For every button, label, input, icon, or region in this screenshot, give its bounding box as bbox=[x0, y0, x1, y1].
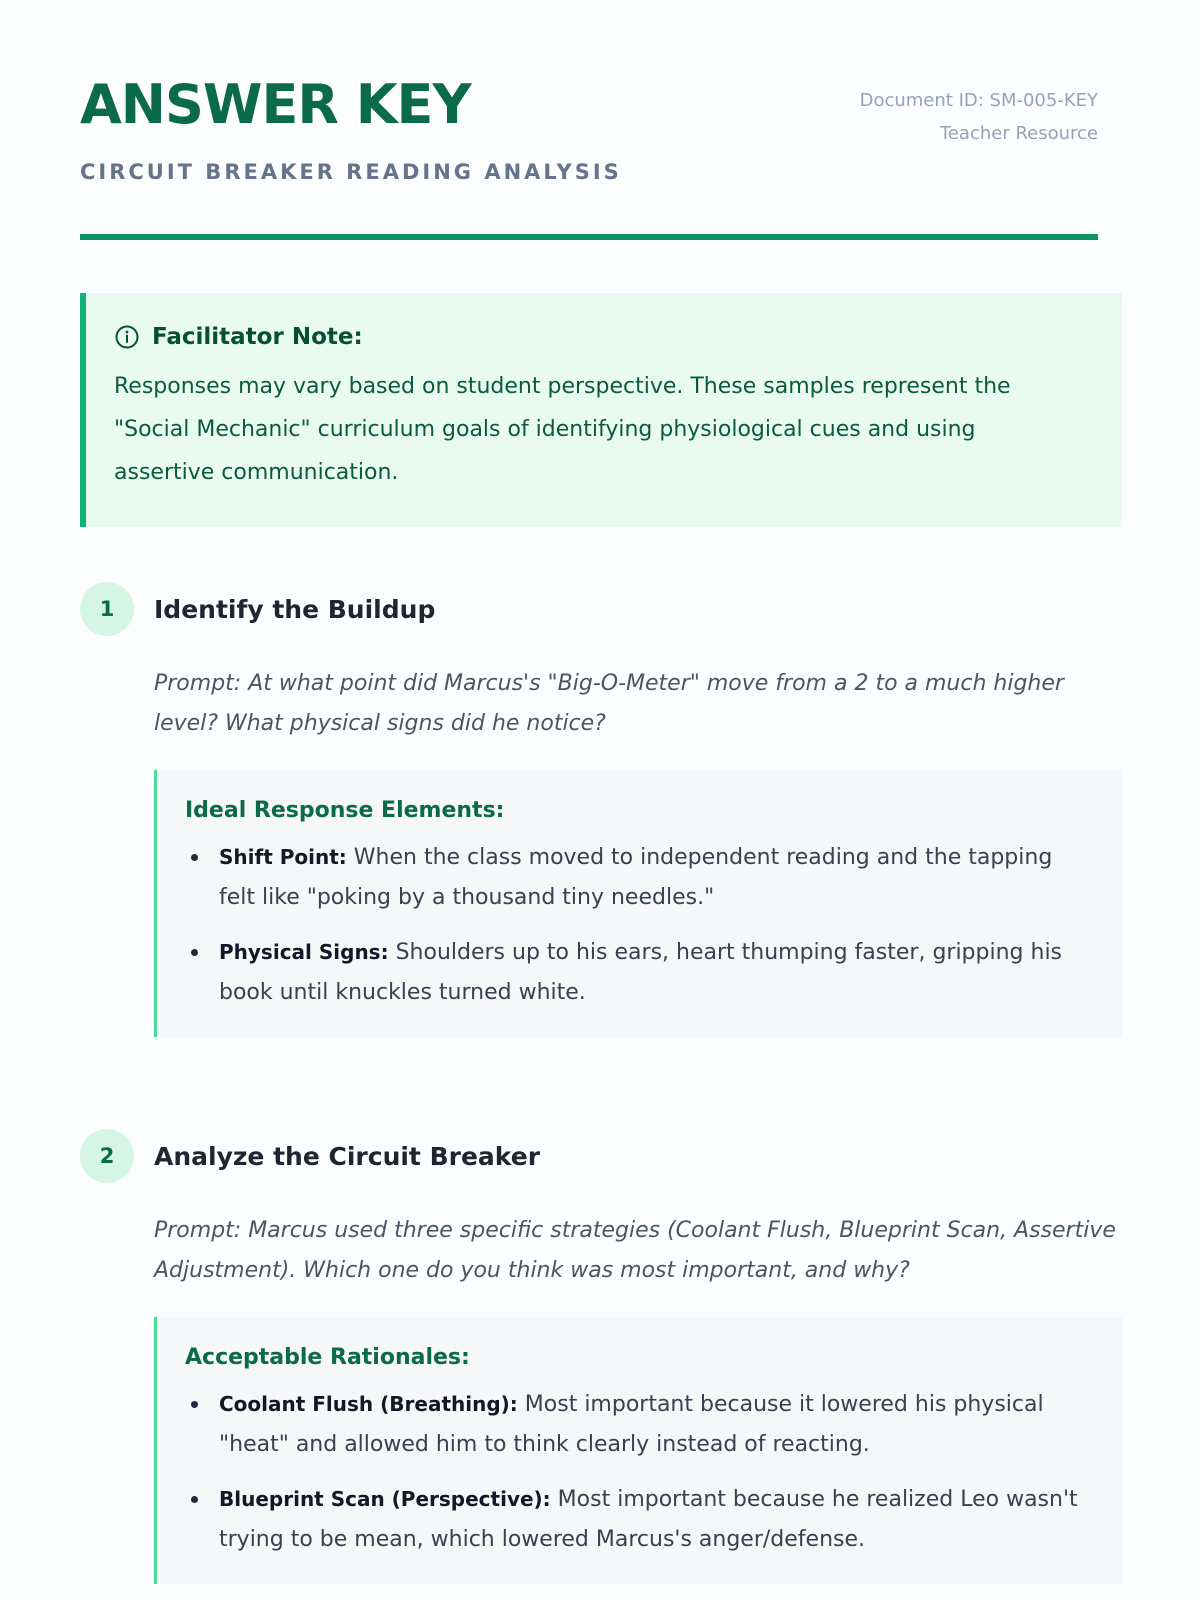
document-header bbox=[80, 0, 1098, 240]
response-item bbox=[185, 932, 1082, 1013]
response-term: Shift Point: bbox=[219, 845, 347, 869]
question-title: Identify the Buildup bbox=[154, 594, 436, 624]
header-divider bbox=[80, 234, 1098, 240]
document-id: Document ID: SM-005-KEY bbox=[859, 90, 1098, 111]
facilitator-note-body: Responses may vary based on student perspective. These samples represent the "Social Mechanic" curriculum goals of identifying physiological cues and using assertive communication. bbox=[114, 374, 1011, 485]
document-meta bbox=[860, 84, 1098, 150]
response-list bbox=[185, 837, 1082, 1013]
bullet-icon bbox=[191, 1401, 198, 1408]
response-list bbox=[185, 1384, 1082, 1560]
bullet-icon bbox=[191, 854, 198, 861]
response-text: Shoulders up to his ears, heart thumping faster, gripping his book until knuckles turned white. bbox=[219, 940, 1063, 1005]
response-title: Ideal Response Elements: bbox=[185, 798, 505, 823]
info-icon bbox=[114, 324, 140, 350]
page-title: ANSWER KEY bbox=[80, 73, 471, 136]
resource-type: Teacher Resource bbox=[939, 123, 1098, 144]
bullet-icon bbox=[191, 949, 198, 956]
response-text: Most important because it lowered his physical "heat" and allowed him to think clearly instead of reacting. bbox=[219, 1392, 1044, 1457]
question-prompt: Prompt: At what point did Marcus's "Big-O-Meter" move from a 2 to a much higher level? What physical signs did he notice? bbox=[154, 671, 1064, 736]
response-item bbox=[185, 837, 1082, 918]
response-item bbox=[185, 1384, 1082, 1465]
response-term: Physical Signs: bbox=[219, 940, 389, 964]
response-box bbox=[154, 1317, 1122, 1584]
response-term: Coolant Flush (Breathing): bbox=[219, 1392, 518, 1416]
facilitator-note-title: Facilitator Note: bbox=[152, 324, 363, 350]
response-text: Most important because he realized Leo wasn't trying to be mean, which lowered Marcus's anger/defense. bbox=[219, 1487, 1078, 1552]
response-item bbox=[185, 1479, 1082, 1560]
question-header bbox=[80, 1129, 1122, 1183]
response-title: Acceptable Rationales: bbox=[185, 1345, 470, 1370]
facilitator-note-header bbox=[114, 321, 1082, 353]
response-term: Blueprint Scan (Perspective): bbox=[219, 1487, 551, 1511]
question-header bbox=[80, 582, 1122, 636]
question-number-badge: 1 bbox=[80, 582, 134, 636]
page-subtitle: CIRCUIT BREAKER READING ANALYSIS bbox=[80, 160, 622, 184]
bullet-icon bbox=[191, 1496, 198, 1503]
question-1 bbox=[80, 582, 1122, 1037]
question-title: Analyze the Circuit Breaker bbox=[154, 1141, 541, 1171]
question-number-badge: 2 bbox=[80, 1129, 134, 1183]
response-text: When the class moved to independent reading and the tapping felt like "poking by a thousand tiny needles." bbox=[219, 845, 1053, 910]
response-box bbox=[154, 770, 1122, 1037]
facilitator-note bbox=[80, 293, 1122, 527]
question-2 bbox=[80, 1129, 1122, 1584]
question-prompt: Prompt: Marcus used three specific strategies (Coolant Flush, Blueprint Scan, Assertive Adjustment). Which one do you think was most important, and why? bbox=[154, 1218, 1116, 1283]
